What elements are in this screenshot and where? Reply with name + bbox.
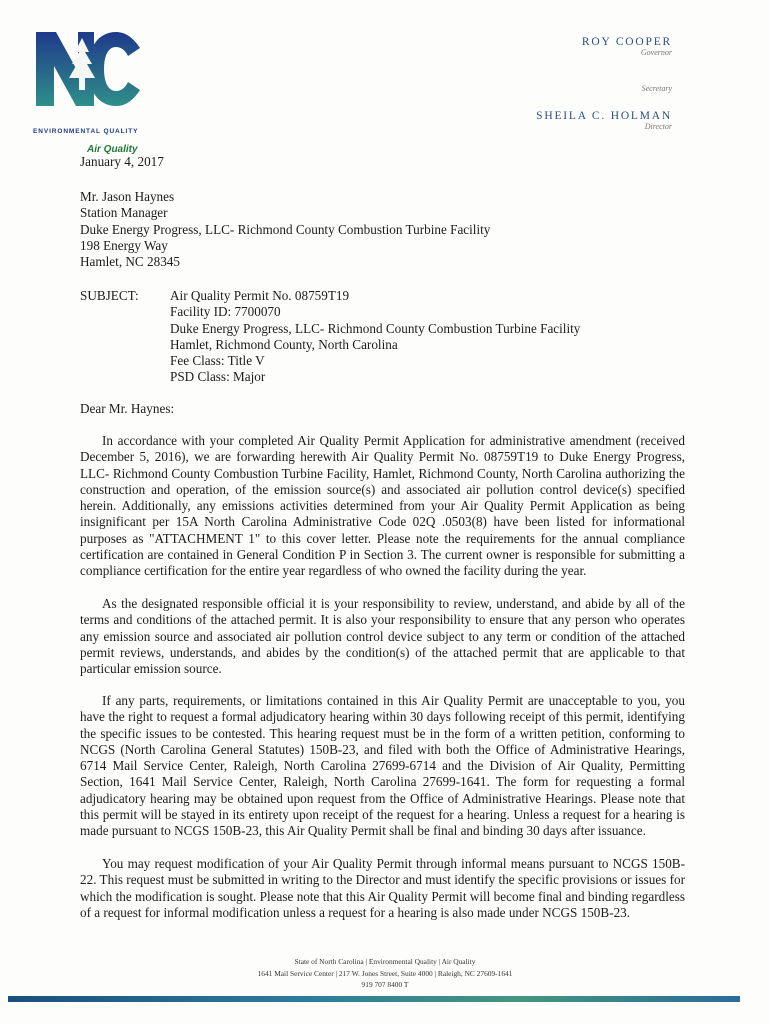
recipient-line: 198 Energy Way xyxy=(80,237,168,253)
letter-date: January 4, 2017 xyxy=(80,154,164,169)
nc-logo-mark xyxy=(32,28,144,110)
footer-address xyxy=(0,956,770,991)
director-title: Director xyxy=(644,122,672,131)
body-paragraph: You may request modification of your Air Quality Permit through informal means pursuant to NCGS 150B-22. This request must be submitted in writing to the Director and must identify the specific provisions or issues for which the modification is sought. Please note that this Air Quality Permit will become final and binding regardless of a request for informal modification unless a request for a hearing is also made under NCGS 150B-23. xyxy=(80,856,685,920)
recipient-line: Hamlet, NC 28345 xyxy=(80,254,180,270)
subject-line: Facility ID: 7700070 xyxy=(170,304,281,320)
footer-color-bar xyxy=(8,996,740,1002)
director-name: SHEILA C. HOLMAN xyxy=(536,110,672,122)
subject-label: SUBJECT: xyxy=(80,288,139,303)
logo-air-quality-text: Air Quality xyxy=(87,144,138,155)
recipient-line: Duke Energy Progress, LLC- Richmond County Combustion Turbine Facility xyxy=(80,221,491,237)
secretary-title: Secretary xyxy=(641,84,672,93)
secretary-block xyxy=(642,84,672,93)
governor-title: Governor xyxy=(640,48,672,57)
body-paragraph: If any parts, requirements, or limitations contained in this Air Quality Permit are unacceptable to you, you have the right to request a formal adjudicatory hearing within 30 days following receipt of this permit, identifying the specific issues to be contested. This hearing request must be in the form of a written petition, conforming to NCGS (North Carolina General Statutes) 150B-23, and filed with both the Office of Administrative Hearings, 6714 Mail Service Center, Raleigh, North Carolina 27699-6714 and the Division of Air Quality, Permitting Section, 1641 Mail Service Center, Raleigh, North Carolina 27699-1641. The form for requesting a formal adjudicatory hearing may be obtained upon request from the Office of Administrative Hearings. Please note that this permit will be stayed in its entirety upon receipt of the request for a hearing. Unless a request for a hearing is made pursuant to NCGS 150B-23, this Air Quality Permit shall be final and binding 30 days after issuance. xyxy=(80,693,685,839)
subject-line: PSD Class: Major xyxy=(170,369,266,385)
subject-block xyxy=(80,288,685,386)
director-block xyxy=(536,110,672,131)
logo-environmental-quality-text: ENVIRONMENTAL QUALITY xyxy=(33,128,139,135)
subject-line: Duke Energy Progress, LLC- Richmond County Combustion Turbine Facility xyxy=(170,320,581,336)
footer-line: State of North Carolina | Environmental Quality | Air Quality xyxy=(294,957,476,966)
body-paragraph: In accordance with your completed Air Quality Permit Application for administrative amendment (received December 5, 2016), we are forwarding herewith Air Quality Permit No. 08759T19 to Duke Energy Progress, LLC- Richmond County Combustion Turbine Facility, Hamlet, Richmond County, North Carolina authorizing the construction and operation, of the emission source(s) and associated air pollution control device(s) specified herein. Additionally, any emissions activities determined from your Air Quality Permit Application as being insignificant per 15A North Carolina Administrative Code 02Q .0503(8) have been listed for informational purposes as "ATTACHMENT 1" to this cover letter. Please note the requirements for the annual compliance certification are contained in General Condition P in Section 3. The current owner is responsible for submitting a compliance certification for the entire year regardless of who owned the facility during the year. xyxy=(80,433,685,579)
recipient-line: Mr. Jason Haynes xyxy=(80,189,175,204)
subject-line: Hamlet, Richmond County, North Carolina xyxy=(170,336,398,352)
recipient-address xyxy=(80,189,685,270)
salutation: Dear Mr. Haynes: xyxy=(80,401,175,416)
footer-line: 919 707 8400 T xyxy=(361,980,409,989)
governor-block xyxy=(582,36,672,57)
body-paragraph: As the designated responsible official it is your responsibility to review, understand, and abide by all of the terms and conditions of the attached permit. It is also your responsibility to ensure that any person who operates any emission source and associated air pollution control device subject to any term or condition of the attached permit reviews, understands, and abides by the condition(s) of the attached permit that are applicable to that particular emission source. xyxy=(80,596,685,677)
governor-name: ROY COOPER xyxy=(581,36,672,48)
subject-line: Fee Class: Title V xyxy=(170,353,265,369)
subject-line: Air Quality Permit No. 08759T19 xyxy=(170,288,350,303)
footer-line: 1641 Mail Service Center | 217 W. Jones Street, Suite 4000 | Raleigh, NC 27609-1641 xyxy=(257,968,513,978)
recipient-line: Station Manager xyxy=(80,205,168,221)
